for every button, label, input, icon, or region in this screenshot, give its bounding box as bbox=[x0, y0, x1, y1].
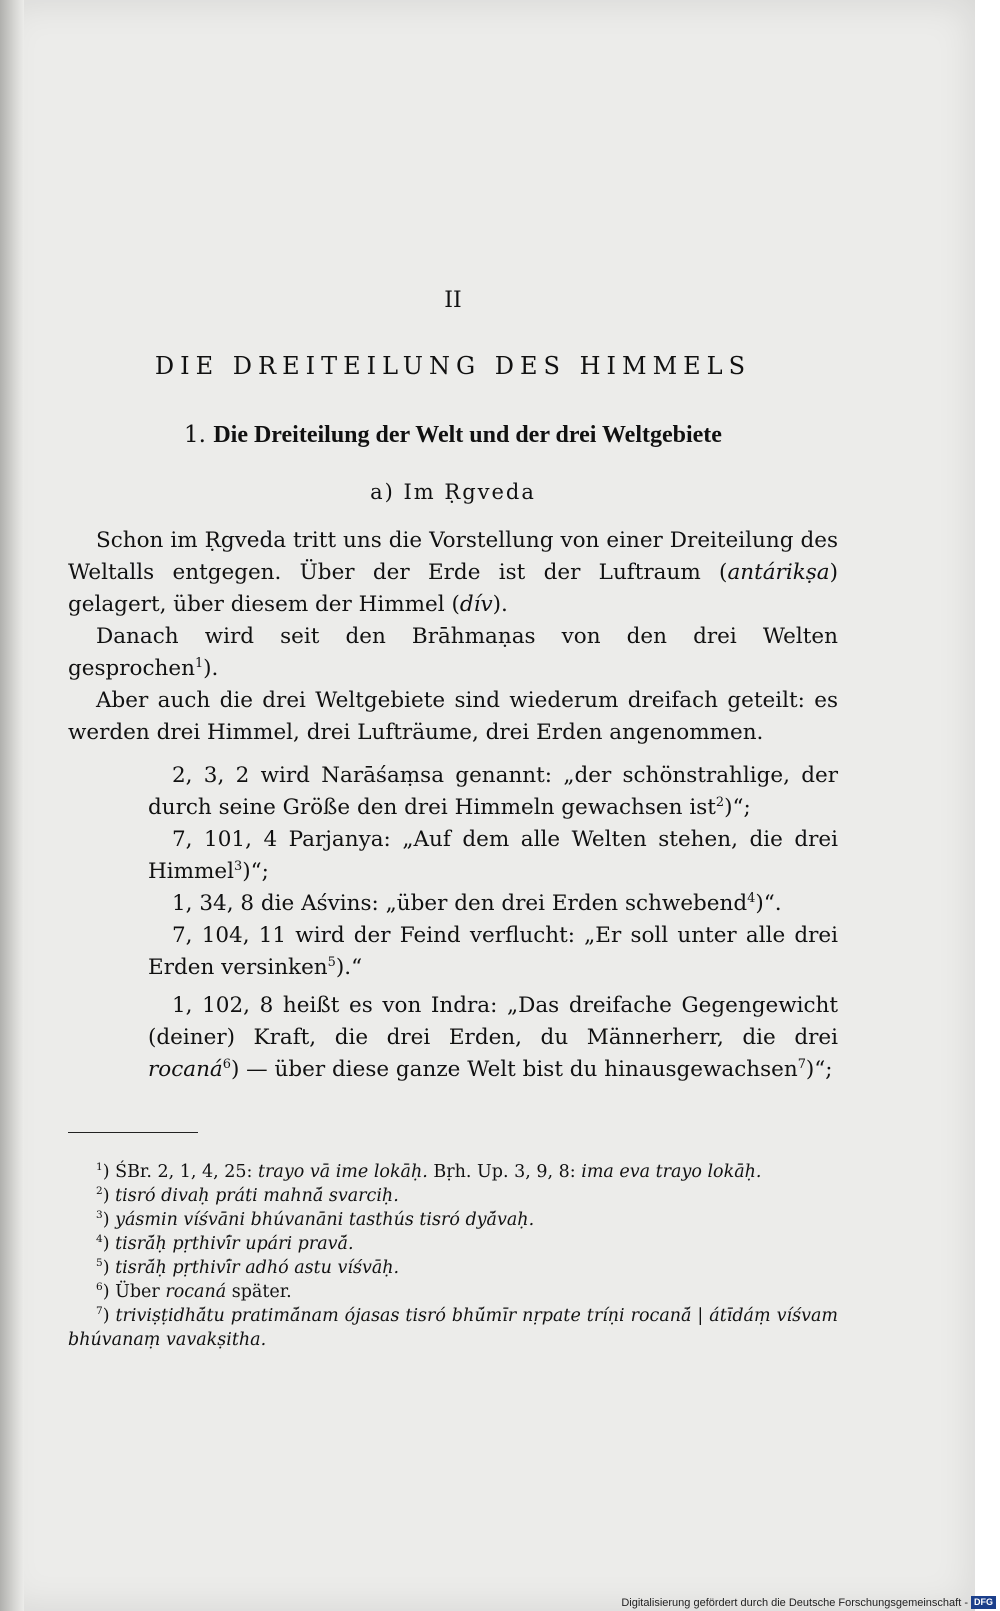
chapter-title: DIE DREITEILUNG DES HIMMELS bbox=[154, 352, 752, 380]
quote-item: 1, 34, 8 die Aśvins: „über den drei Erden schwebend$^4$)“. bbox=[172, 890, 782, 916]
term-div: dív bbox=[459, 592, 493, 617]
digitization-credit bbox=[621, 1596, 996, 1609]
footnote: $^4$) tisrā́ḥ pṛthivī́r upári pravā́. bbox=[96, 1233, 354, 1254]
section-title: Die Dreiteilung der Welt und der drei Weltgebiete bbox=[213, 422, 722, 448]
page-gutter-shadow bbox=[0, 0, 24, 1611]
section-number: 1. bbox=[184, 422, 206, 448]
chapter-number: II bbox=[444, 288, 462, 313]
footnote: $^2$) tisró divaḥ práti mahnā́ svarciḥ. bbox=[96, 1185, 399, 1206]
quote-item: 7, 104, 11 wird der Feind verflucht: „Er soll unter alle drei Erden versinken$^5$).“ bbox=[148, 923, 838, 980]
footnote: $^1$) ŚBr. 2, 1, 4, 25: trayo vā ime lokāḥ. Bṛh. Up. 3, 9, 8: ima eva trayo lokāḥ. bbox=[96, 1161, 762, 1182]
term-rocana: rocaná bbox=[148, 1057, 223, 1082]
footnote-ref: 3 bbox=[234, 858, 243, 874]
paragraph-1: Schon im Ṛgveda tritt uns die Vorstellung von einer Dreiteilung des Weltalls entgegen. Über der Erde ist der Luftraum (antárikṣa) gelagert, über diesem der Himmel (dív). bbox=[68, 528, 838, 617]
footnote-ref: 2 bbox=[715, 794, 725, 810]
paragraph-3: Aber auch die drei Weltgebiete sind wiederum dreifach geteilt: es werden drei Himmel, drei Lufträume, drei Erden angenommen. bbox=[68, 688, 838, 745]
footnote-divider bbox=[68, 1132, 198, 1133]
footnote-ref: 7 bbox=[797, 1056, 806, 1072]
paragraph-2: Danach wird seit den Brāhmaṇas von den drei Welten gesprochen$^1$). bbox=[68, 624, 838, 681]
footnote-ref: 1 bbox=[194, 655, 204, 671]
term-antariksa: antárikṣa bbox=[727, 560, 830, 585]
footnote: $^7$) triviṣṭidhā́tu pratimā́nam ójasas tisró bhū́mīr nṛpate tríṇi rocanā́ | átīdáṃ víśvam bhúvanaṃ vavakṣitha. bbox=[68, 1305, 839, 1350]
footnote: $^6$) Über rocaná später. bbox=[96, 1281, 292, 1302]
quote-item: 7, 101, 4 Parjanya: „Auf dem alle Welten stehen, die drei Himmel$^3$)“; bbox=[148, 827, 838, 884]
footnote: $^3$) yásmin víśvāni bhúvanāni tasthús tisró dyā́vaḥ. bbox=[96, 1209, 535, 1230]
footnote-ref: 6 bbox=[222, 1056, 231, 1072]
footnotes bbox=[68, 1160, 838, 1352]
footnote: $^5$) tisrā́ḥ pṛthivī́r adhó astu víśvāḥ. bbox=[96, 1257, 400, 1278]
quote-item: 2, 3, 2 wird Narāśaṃsa genannt: „der schönstrahlige, der durch seine Größe den drei Himmeln gewachsen ist$^2$)“; bbox=[148, 763, 838, 820]
body-text bbox=[68, 525, 838, 749]
quote-item: 1, 102, 8 heißt es von Indra: „Das dreifache Gegengewicht (deiner) Kraft, die drei Erden, du Männerherr, die drei rocaná$^6$) — über diese ganze Welt bist du hinausgewachsen$^7$)“; bbox=[148, 993, 838, 1082]
credit-text: Digitalisierung gefördert durch die Deutsche Forschungsgemeinschaft - bbox=[621, 1596, 968, 1609]
dfg-logo-icon: DFG bbox=[971, 1596, 996, 1609]
show-through-text bbox=[90, 60, 870, 456]
rgveda-quotations bbox=[68, 760, 838, 1086]
section-heading bbox=[68, 422, 838, 449]
footnote-ref: 4 bbox=[747, 890, 756, 906]
subsection-title: a) Im Ṛgveda bbox=[370, 480, 536, 504]
footnote-ref: 5 bbox=[327, 954, 336, 970]
